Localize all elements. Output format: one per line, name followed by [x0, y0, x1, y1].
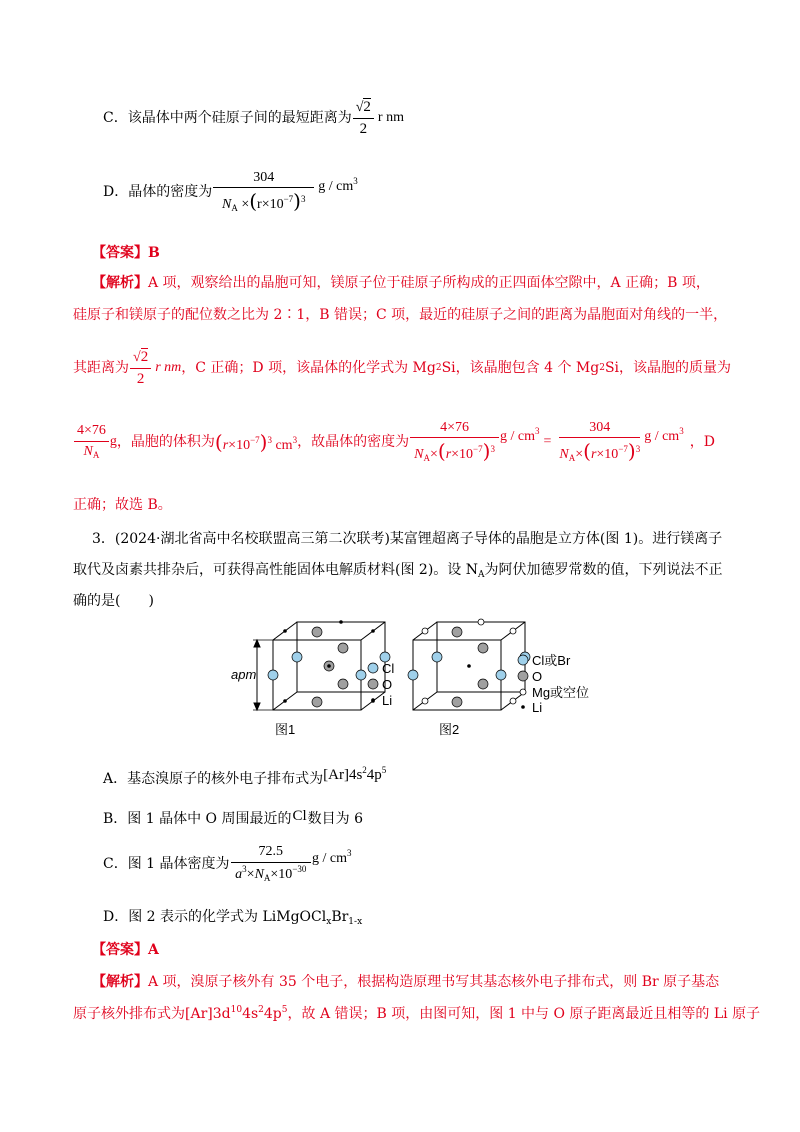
legend-lithium-marker: [521, 705, 525, 709]
mass-fraction: $\frac{4\times 76}{N_A}$: [74, 423, 109, 460]
fig2-atoms: [408, 619, 530, 707]
lithium-atom: [283, 629, 287, 633]
fig2-legend-mg: Mg或空位: [532, 685, 590, 700]
chlorine-atom: [268, 670, 278, 680]
question-3-line-1: 3．(2024·湖北省高中名校联盟高三第二次联考)某富锂超离子导体的晶胞是立方体(图 1)。进行镁离子: [92, 531, 723, 547]
lithium-atom: [283, 699, 287, 703]
question-3-line-3: 确的是( ): [73, 593, 154, 609]
oxygen-atom: [338, 643, 348, 653]
mg-vacancy-site: [510, 698, 516, 704]
analysis-label: 【解析】: [92, 275, 148, 291]
option-d-prev: [103, 170, 358, 214]
fig1-legend-cl: Cl: [382, 661, 395, 676]
density-fraction-d: $\frac{304}{N_A \times(r\times 10^{-7})^3}$: [213, 170, 314, 214]
legend-oxygen-marker: [368, 679, 378, 689]
option-c-prev-unit: r nm: [377, 110, 404, 125]
chlorine-atom: [356, 670, 366, 680]
halide-atom: [432, 652, 442, 662]
answer-value: A: [148, 942, 159, 958]
analysis-3-line-2: 原子核外排布式为$[Ar]3d^{10}4s^24p^5$，故 A 错误；B 项，由图可知，图 1 中与 O 原子距离最近且相等的 Li 原子: [73, 1005, 761, 1022]
option-c-prev-text: C．该晶体中两个硅原子间的最短距离为: [103, 110, 352, 126]
sqrt2-over-2-analysis: $\frac{√2}{2}$: [130, 349, 151, 387]
answer-1: [92, 246, 160, 260]
density-fraction-c: $\frac{72.5}{a^3\times N_A\times 10^{-30}}$: [231, 844, 312, 883]
legend-lithium-marker: [371, 698, 375, 702]
analysis-1-line-4: $\frac{4\times 76}{N_A}$ g ，晶胞的体积为 $(r\times 10^{-7})^3$ $cm^3$ ，故晶体的密度为 $\frac{4\times 76}{N_A\times(r\times 10^{-7})^3}$ g / $cm^3$ = $\frac{304}{N_A\times(r\times 10^{-7})^3}$ g / $cm^3$ ，D: [73, 420, 715, 464]
analysis-1-line-3: 其距离为 $\frac{√2}{2}$ r nm ，C 正确；D 项，该晶体的化学式为 Mg 2 Si，该晶胞包含 4 个 Mg 2 Si，该晶胞的质量为: [73, 349, 732, 387]
mg-vacancy-site: [510, 628, 516, 634]
chlorine-atom: [292, 652, 302, 662]
sqrt2-over-2: $\frac{√2}{2}$: [353, 99, 374, 137]
option-3c: C．图 1 晶体密度为 $\frac{72.5}{a^3\times N_A\times 10^{-30}}$ g / $cm^3$: [103, 844, 352, 883]
fig2-legend-halide: Cl或Br: [532, 653, 571, 668]
question-3-line-2: 取代及卤素共排杂后，可获得高性能固体电解质材料(图 2)。设 $N_A$为阿伏加德罗常数的值，下列说法不正: [73, 562, 723, 580]
legend-mg-marker: [520, 689, 526, 695]
fig1-caption: 图1: [275, 722, 296, 737]
oxygen-atom: [312, 627, 322, 637]
mg-vacancy-site: [422, 698, 428, 704]
lithium-atom: [371, 629, 375, 633]
answer-3: [92, 943, 159, 957]
analysis-1-line-5: 正确；故选 B。: [73, 497, 172, 513]
oxygen-atom: [478, 643, 488, 653]
lithium-atom: [327, 664, 331, 668]
option-3a: A．基态溴原子的核外电子排布式为 $[Ar]4s^24p^5$: [103, 764, 387, 787]
density-unit-d: g / $cm^3$: [318, 175, 358, 194]
option-c-prev: [103, 98, 404, 138]
fig2-legend: [518, 653, 589, 715]
fig2-legend-o: O: [532, 669, 543, 684]
lithium-atom: [339, 620, 343, 624]
option-3b: B．图 1 晶体中 O 周围最近的 Cl 数目为 6: [103, 807, 364, 827]
oxygen-atom: [452, 697, 462, 707]
answer-label: 【答案】: [92, 245, 148, 261]
legend-halide-marker: [518, 655, 528, 665]
fig2-legend-li: Li: [532, 700, 543, 715]
density-fraction-2: $\frac{304}{N_A\times(r\times 10^{-7})^3}$: [559, 419, 641, 464]
fig1-legend-o: O: [382, 677, 393, 692]
oxygen-atom: [478, 679, 488, 689]
oxygen-atom: [338, 679, 348, 689]
fig2-caption: 图2: [439, 722, 460, 737]
halide-atom: [496, 670, 506, 680]
mg-vacancy-site: [422, 628, 428, 634]
legend-oxygen-marker: [518, 671, 528, 681]
fig1-dim-label: apm: [231, 667, 257, 682]
lithium-atom: [467, 664, 471, 668]
legend-chlorine-marker: [368, 663, 378, 673]
answer-value: B: [148, 245, 160, 261]
analysis-3-line-1: 【解析】A 项，溴原子核外有 35 个电子，根据构造原理书写其基态核外电子排布式，则 Br 原子基态: [92, 974, 720, 990]
crystal-figure: [225, 618, 615, 743]
analysis-label: 【解析】: [92, 974, 148, 990]
cell-volume: $(r\times 10^{-7})^3$ $cm^3$: [214, 429, 298, 454]
analysis-1-line-2: 硅原子和镁原子的配位数之比为 2∶1，B 错误；C 项，最近的硅原子之间的距离为晶胞面对角线的一半，: [73, 307, 728, 323]
halide-atom: [408, 670, 418, 680]
density-fraction-1: $\frac{4\times 76}{N_A\times(r\times 10^{-7})^3}$: [410, 420, 499, 464]
fig1-legend-li: Li: [382, 693, 393, 708]
fig1-legend: [368, 661, 394, 708]
oxygen-atom: [312, 697, 322, 707]
answer-label: 【答案】: [92, 942, 148, 958]
mg-vacancy-site: [478, 619, 484, 625]
oxygen-atom: [452, 627, 462, 637]
analysis-1-line-1: 【解析】A 项，观察给出的晶胞可知，镁原子位于硅原子所构成的正四面体空隙中，A 正确；B 项，: [92, 275, 710, 291]
option-d-prev-text: D．晶体的密度为: [103, 184, 213, 200]
option-3d: D．图 2 表示的化学式为 $LiMgOCl_xBr_{1-x}$: [103, 909, 363, 927]
